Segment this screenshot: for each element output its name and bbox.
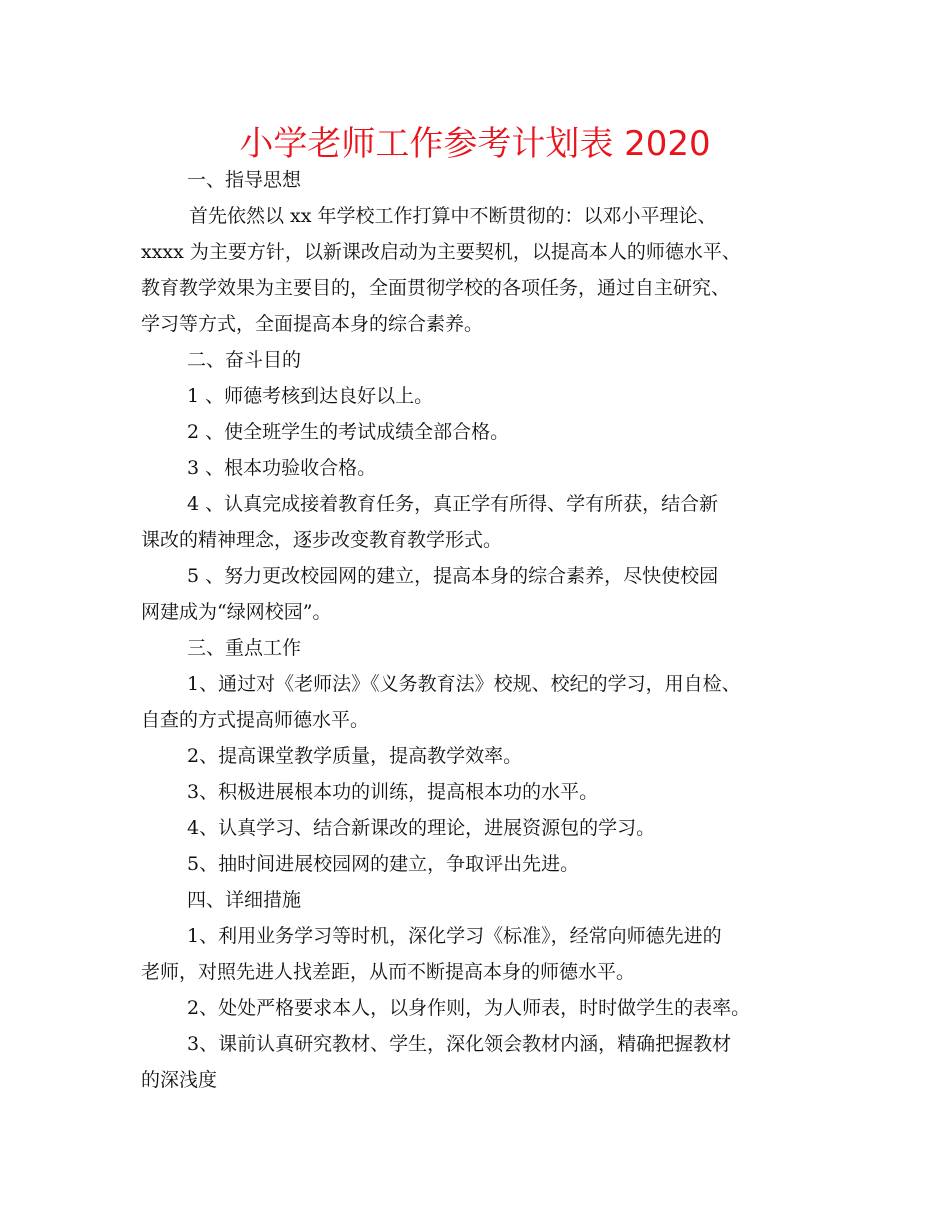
list-item: 3、积极进展根本功的训练，提高根本功的水平。 — [187, 781, 599, 803]
section-heading-guiding-thought: 一、指导思想 — [187, 169, 302, 191]
list-item: 3、课前认真研究教材、学生，深化领会教材内涵，精确把握教材 — [187, 1033, 732, 1055]
list-item: 4 、认真完成接着教育任务，真正学有所得、学有所获，结合新 — [187, 493, 719, 515]
list-item: 5、抽时间进展校园网的建立，争取评出先进。 — [187, 853, 580, 875]
list-item-continuation: 老师，对照先进人找差距，从而不断提高本身的师德水平。 — [141, 961, 636, 983]
document-body — [141, 162, 831, 1098]
list-item: 1、利用业务学习等时机，深化学习《标准》，经常向师德先进的 — [187, 925, 722, 947]
list-item: 2、提高课堂教学质量，提高教学效率。 — [187, 745, 523, 767]
paragraph-line: xxxx 为主要方针，以新课改启动为主要契机，以提高本人的师德水平、 — [141, 241, 741, 263]
list-item: 4、认真学习、结合新课改的理论，进展资源包的学习。 — [187, 817, 656, 839]
paragraph-line: 教育教学效果为主要目的，全面贯彻学校的各项任务，通过自主研究、 — [141, 277, 731, 299]
section-heading-key-work: 三、重点工作 — [187, 637, 302, 659]
list-item-continuation: 课改的精神理念，逐步改变教育教学形式。 — [141, 529, 503, 551]
list-item: 2、处处严格要求本人，以身作则，为人师表，时时做学生的表率。 — [187, 997, 751, 1019]
list-item: 5 、努力更改校园网的建立，提高本身的综合素养，尽快使校园 — [187, 565, 719, 587]
paragraph-line: 学习等方式，全面提高本身的综合素养。 — [141, 313, 484, 335]
list-item-continuation: 自查的方式提高师德水平。 — [141, 709, 370, 731]
list-item: 1 、师德考核到达良好以上。 — [187, 385, 434, 407]
list-item: 2 、使全班学生的考试成绩全部合格。 — [187, 421, 510, 443]
section-heading-goals: 二、奋斗目的 — [187, 349, 302, 371]
section-heading-measures: 四、详细措施 — [187, 889, 302, 911]
paragraph-line: 首先依然以 xx 年学校工作打算中不断贯彻的：以邓小平理论、 — [189, 205, 717, 227]
list-item: 1、通过对《老师法》《义务教育法》校规、校纪的学习，用自检、 — [187, 673, 741, 695]
document-title: 小学老师工作参考计划表 2020 — [239, 124, 711, 164]
list-item-continuation: 网建成为“绿网校园”。 — [141, 601, 332, 623]
list-item: 3 、根本功验收合格。 — [187, 457, 377, 479]
list-item-continuation: 的深浅度 — [141, 1069, 218, 1091]
